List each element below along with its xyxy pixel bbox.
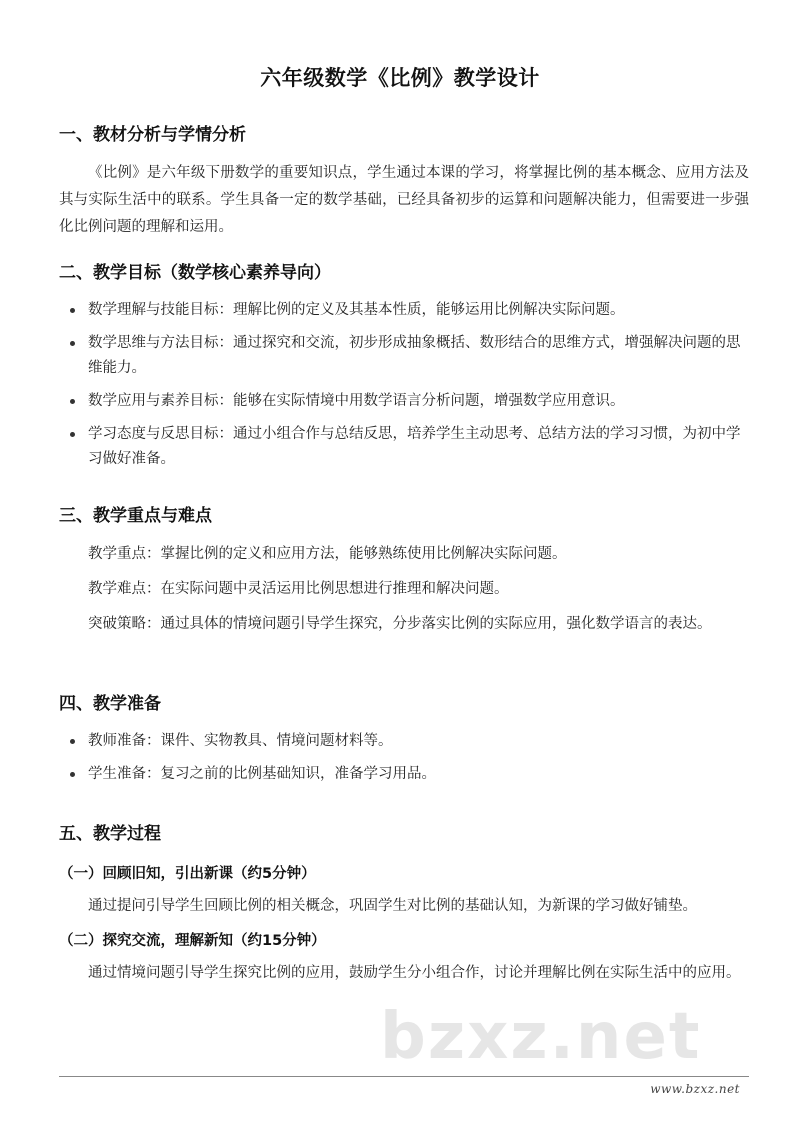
list-item: [59, 762, 749, 787]
section-heading: 三、教学重点与难点: [59, 506, 212, 526]
list-item-text: 数学应用与素养目标：能够在实际情境中用数学语言分析问题，增强数学应用意识。: [88, 393, 625, 409]
objectives-list: [59, 298, 749, 472]
bullet-icon: [70, 308, 75, 313]
step-paragraph: 通过提问引导学生回顾比例的相关概念，巩固学生对比例的基础认知，为新课的学习做好铺垫。: [88, 898, 697, 914]
section-heading: 二、教学目标（数学核心素养导向）: [59, 263, 331, 283]
section-objectives: [59, 261, 749, 480]
step-heading: （一）回顾旧知，引出新课（约5分钟）: [59, 866, 316, 882]
section-heading: 一、教材分析与学情分析: [59, 125, 246, 145]
document-title: 六年级数学《比例》教学设计: [260, 65, 540, 90]
section-analysis: [59, 123, 749, 241]
footer-divider: [59, 1076, 749, 1077]
list-item-text: 数学理解与技能目标：理解比例的定义及其基本性质，能够运用比例解决实际问题。: [88, 302, 625, 318]
section-preparation: [59, 692, 749, 795]
preparation-list: [59, 729, 749, 787]
difficulty-text: 教学难点：在实际问题中灵活运用比例思想进行推理和解决问题。: [88, 581, 509, 597]
site-watermark: bzxz.net: [380, 1000, 702, 1074]
section-heading: 四、教学准备: [59, 694, 161, 714]
list-item: [59, 422, 749, 472]
bullet-icon: [70, 739, 75, 744]
section-heading: 五、教学过程: [59, 824, 161, 844]
section-process: [59, 822, 749, 987]
list-item: [59, 331, 749, 381]
step-heading: （二）探究交流，理解新知（约15分钟）: [59, 933, 326, 949]
list-item: [59, 298, 749, 323]
section-paragraph: 《比例》是六年级下册数学的重要知识点，学生通过本课的学习，将掌握比例的基本概念、应用方法及其与实际生活中的联系。学生具备一定的数学基础，已经具备初步的运算和问题解决能力，但需要进一步强化比例问题的理解和运用。: [59, 165, 749, 235]
bullet-icon: [70, 432, 75, 437]
key-point-text: 教学重点：掌握比例的定义和应用方法，能够熟练使用比例解决实际问题。: [88, 546, 567, 562]
list-item: [59, 389, 749, 414]
list-item: [59, 729, 749, 754]
section-key-points: [59, 504, 749, 638]
list-item-text: 学生准备：复习之前的比例基础知识，准备学习用品。: [88, 766, 436, 782]
bullet-icon: [70, 772, 75, 777]
bullet-icon: [70, 341, 75, 346]
footer-url: www.bzxz.net: [650, 1082, 740, 1096]
list-item-text: 数学思维与方法目标：通过探究和交流，初步形成抽象概括、数形结合的思维方式，增强解决问题的思维能力。: [88, 335, 741, 376]
step-paragraph: 通过情境问题引导学生探究比例的应用，鼓励学生分小组合作，讨论并理解比例在实际生活中的应用。: [88, 965, 741, 981]
list-item-text: 学习态度与反思目标：通过小组合作与总结反思，培养学生主动思考、总结方法的学习习惯，为初中学习做好准备。: [88, 426, 741, 467]
bullet-icon: [70, 399, 75, 404]
list-item-text: 教师准备：课件、实物教具、情境问题材料等。: [88, 733, 393, 749]
strategy-text: 突破策略：通过具体的情境问题引导学生探究，分步落实比例的实际应用，强化数学语言的表达。: [88, 616, 712, 632]
